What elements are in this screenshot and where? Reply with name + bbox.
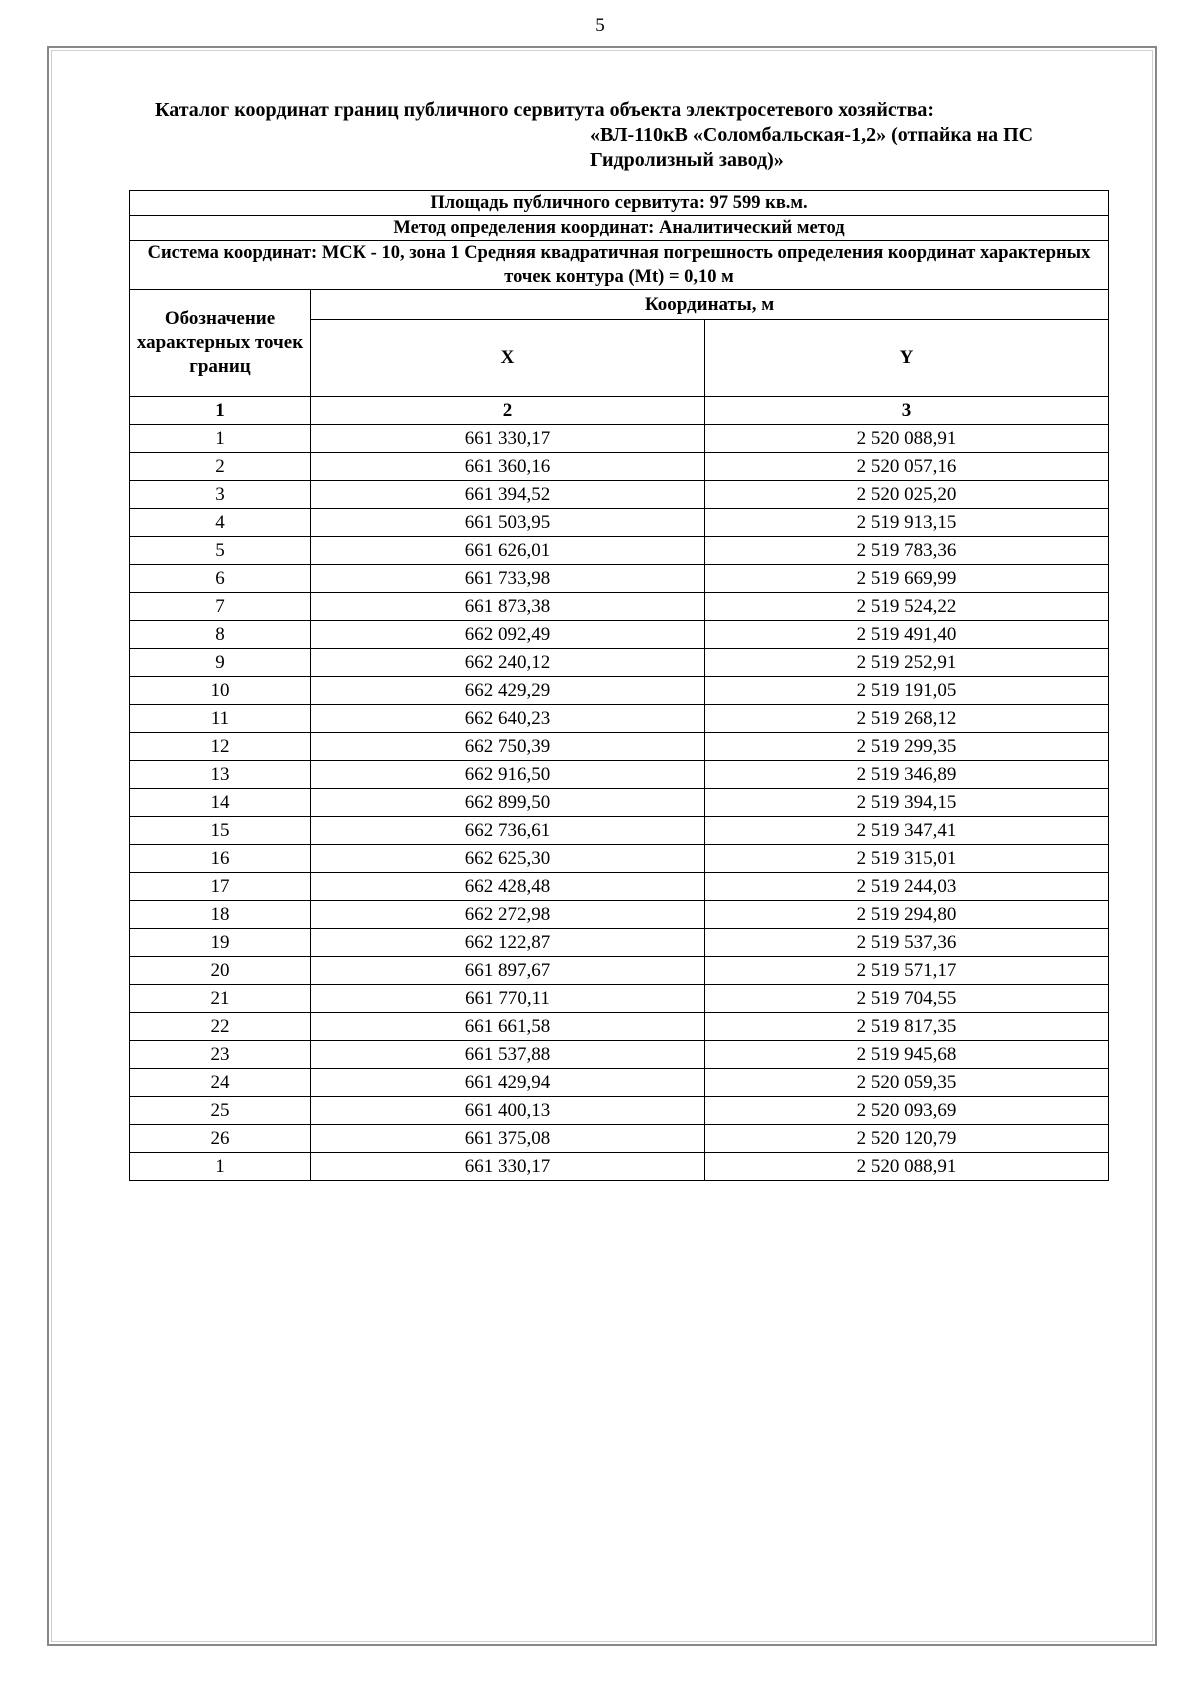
table-row — [130, 761, 1109, 789]
y-coordinate-cell: 2 519 537,36 — [705, 929, 1109, 957]
x-coordinate-cell: 662 640,23 — [311, 705, 705, 733]
x-coordinate-cell: 661 429,94 — [311, 1069, 705, 1097]
point-number-cell: 4 — [130, 509, 311, 537]
x-coordinate-cell: 661 330,17 — [311, 425, 705, 453]
x-coordinate-cell: 661 394,52 — [311, 481, 705, 509]
table-row — [130, 1097, 1109, 1125]
y-coordinate-cell: 2 519 571,17 — [705, 957, 1109, 985]
table-row — [130, 985, 1109, 1013]
x-coordinate-cell: 662 428,48 — [311, 873, 705, 901]
y-coordinate-cell: 2 520 120,79 — [705, 1125, 1109, 1153]
header-y: Y — [705, 320, 1109, 397]
x-coordinate-cell: 661 873,38 — [311, 593, 705, 621]
x-coordinate-cell: 661 733,98 — [311, 565, 705, 593]
x-coordinate-cell: 662 240,12 — [311, 649, 705, 677]
page-number: 5 — [595, 15, 605, 36]
table-row — [130, 789, 1109, 817]
table-row — [130, 565, 1109, 593]
x-coordinate-cell: 662 122,87 — [311, 929, 705, 957]
table-row — [130, 733, 1109, 761]
table-row — [130, 621, 1109, 649]
y-coordinate-cell: 2 519 704,55 — [705, 985, 1109, 1013]
point-number-cell: 13 — [130, 761, 311, 789]
point-number-cell: 23 — [130, 1041, 311, 1069]
table-row — [130, 593, 1109, 621]
x-coordinate-cell: 661 897,67 — [311, 957, 705, 985]
coordinate-system: Система координат: МСК - 10, зона 1 Средняя квадратичная погрешность определения координат характерных точек контура (Mt) = 0,10 м — [130, 241, 1109, 290]
y-coordinate-cell: 2 520 025,20 — [705, 481, 1109, 509]
point-number-cell: 12 — [130, 733, 311, 761]
coordinates-table — [129, 190, 1109, 1181]
point-number-cell: 5 — [130, 537, 311, 565]
y-coordinate-cell: 2 520 057,16 — [705, 453, 1109, 481]
x-coordinate-cell: 662 092,49 — [311, 621, 705, 649]
table-row — [130, 929, 1109, 957]
header-x: X — [311, 320, 705, 397]
table-row — [130, 873, 1109, 901]
point-number-cell: 24 — [130, 1069, 311, 1097]
table-row — [130, 677, 1109, 705]
table-row — [130, 509, 1109, 537]
column-number: 3 — [705, 397, 1109, 425]
header-point-designation: Обозначение характерных точек границ — [130, 290, 311, 397]
y-coordinate-cell: 2 520 059,35 — [705, 1069, 1109, 1097]
point-number-cell: 22 — [130, 1013, 311, 1041]
point-number-cell: 14 — [130, 789, 311, 817]
point-number-cell: 1 — [130, 1153, 311, 1181]
table-row — [130, 901, 1109, 929]
y-coordinate-cell: 2 519 346,89 — [705, 761, 1109, 789]
table-row — [130, 1013, 1109, 1041]
y-coordinate-cell: 2 520 093,69 — [705, 1097, 1109, 1125]
y-coordinate-cell: 2 519 394,15 — [705, 789, 1109, 817]
x-coordinate-cell: 662 625,30 — [311, 845, 705, 873]
y-coordinate-cell: 2 519 783,36 — [705, 537, 1109, 565]
x-coordinate-cell: 661 400,13 — [311, 1097, 705, 1125]
table-row — [130, 957, 1109, 985]
column-number: 2 — [311, 397, 705, 425]
y-coordinate-cell: 2 519 524,22 — [705, 593, 1109, 621]
table-row — [130, 1041, 1109, 1069]
y-coordinate-cell: 2 519 294,80 — [705, 901, 1109, 929]
point-number-cell: 19 — [130, 929, 311, 957]
x-coordinate-cell: 662 736,61 — [311, 817, 705, 845]
x-coordinate-cell: 662 899,50 — [311, 789, 705, 817]
x-coordinate-cell: 661 537,88 — [311, 1041, 705, 1069]
y-coordinate-cell: 2 519 268,12 — [705, 705, 1109, 733]
point-number-cell: 20 — [130, 957, 311, 985]
x-coordinate-cell: 661 330,17 — [311, 1153, 705, 1181]
x-coordinate-cell: 662 429,29 — [311, 677, 705, 705]
y-coordinate-cell: 2 519 817,35 — [705, 1013, 1109, 1041]
y-coordinate-cell: 2 519 913,15 — [705, 509, 1109, 537]
table-row — [130, 453, 1109, 481]
point-number-cell: 8 — [130, 621, 311, 649]
y-coordinate-cell: 2 519 491,40 — [705, 621, 1109, 649]
table-row — [130, 1069, 1109, 1097]
y-coordinate-cell: 2 520 088,91 — [705, 425, 1109, 453]
point-number-cell: 16 — [130, 845, 311, 873]
document-title — [155, 98, 1105, 173]
point-number-cell: 17 — [130, 873, 311, 901]
servitude-area: Площадь публичного сервитута: 97 599 кв.м. — [130, 191, 1109, 216]
y-coordinate-cell: 2 519 244,03 — [705, 873, 1109, 901]
point-number-cell: 6 — [130, 565, 311, 593]
y-coordinate-cell: 2 519 945,68 — [705, 1041, 1109, 1069]
y-coordinate-cell: 2 519 315,01 — [705, 845, 1109, 873]
title-line-1: Каталог координат границ публичного сервитута объекта электросетевого хозяйства: — [155, 99, 935, 121]
point-number-cell: 21 — [130, 985, 311, 1013]
column-number-row — [130, 397, 1109, 425]
x-coordinate-cell: 662 272,98 — [311, 901, 705, 929]
y-coordinate-cell: 2 519 299,35 — [705, 733, 1109, 761]
table-row — [130, 817, 1109, 845]
header-coordinates: Координаты, м — [311, 290, 1109, 320]
x-coordinate-cell: 661 770,11 — [311, 985, 705, 1013]
y-coordinate-cell: 2 519 347,41 — [705, 817, 1109, 845]
x-coordinate-cell: 661 661,58 — [311, 1013, 705, 1041]
title-line-2: «ВЛ-110кВ «Соломбальская-1,2» (отпайка на ПС Гидролизный завод)» — [590, 124, 1034, 171]
column-number: 1 — [130, 397, 311, 425]
y-coordinate-cell: 2 519 191,05 — [705, 677, 1109, 705]
table-row — [130, 1153, 1109, 1181]
x-coordinate-cell: 661 503,95 — [311, 509, 705, 537]
table-row — [130, 537, 1109, 565]
y-coordinate-cell: 2 519 669,99 — [705, 565, 1109, 593]
y-coordinate-cell: 2 519 252,91 — [705, 649, 1109, 677]
point-number-cell: 9 — [130, 649, 311, 677]
x-coordinate-cell: 662 916,50 — [311, 761, 705, 789]
point-number-cell: 18 — [130, 901, 311, 929]
x-coordinate-cell: 662 750,39 — [311, 733, 705, 761]
point-number-cell: 15 — [130, 817, 311, 845]
table-row — [130, 649, 1109, 677]
coordinate-method: Метод определения координат: Аналитический метод — [130, 216, 1109, 241]
point-number-cell: 1 — [130, 425, 311, 453]
table-row — [130, 1125, 1109, 1153]
table-row — [130, 845, 1109, 873]
x-coordinate-cell: 661 375,08 — [311, 1125, 705, 1153]
point-number-cell: 3 — [130, 481, 311, 509]
y-coordinate-cell: 2 520 088,91 — [705, 1153, 1109, 1181]
table-row — [130, 705, 1109, 733]
point-number-cell: 26 — [130, 1125, 311, 1153]
x-coordinate-cell: 661 360,16 — [311, 453, 705, 481]
x-coordinate-cell: 661 626,01 — [311, 537, 705, 565]
table-row — [130, 425, 1109, 453]
point-number-cell: 7 — [130, 593, 311, 621]
point-number-cell: 25 — [130, 1097, 311, 1125]
point-number-cell: 2 — [130, 453, 311, 481]
point-number-cell: 10 — [130, 677, 311, 705]
table-row — [130, 481, 1109, 509]
point-number-cell: 11 — [130, 705, 311, 733]
